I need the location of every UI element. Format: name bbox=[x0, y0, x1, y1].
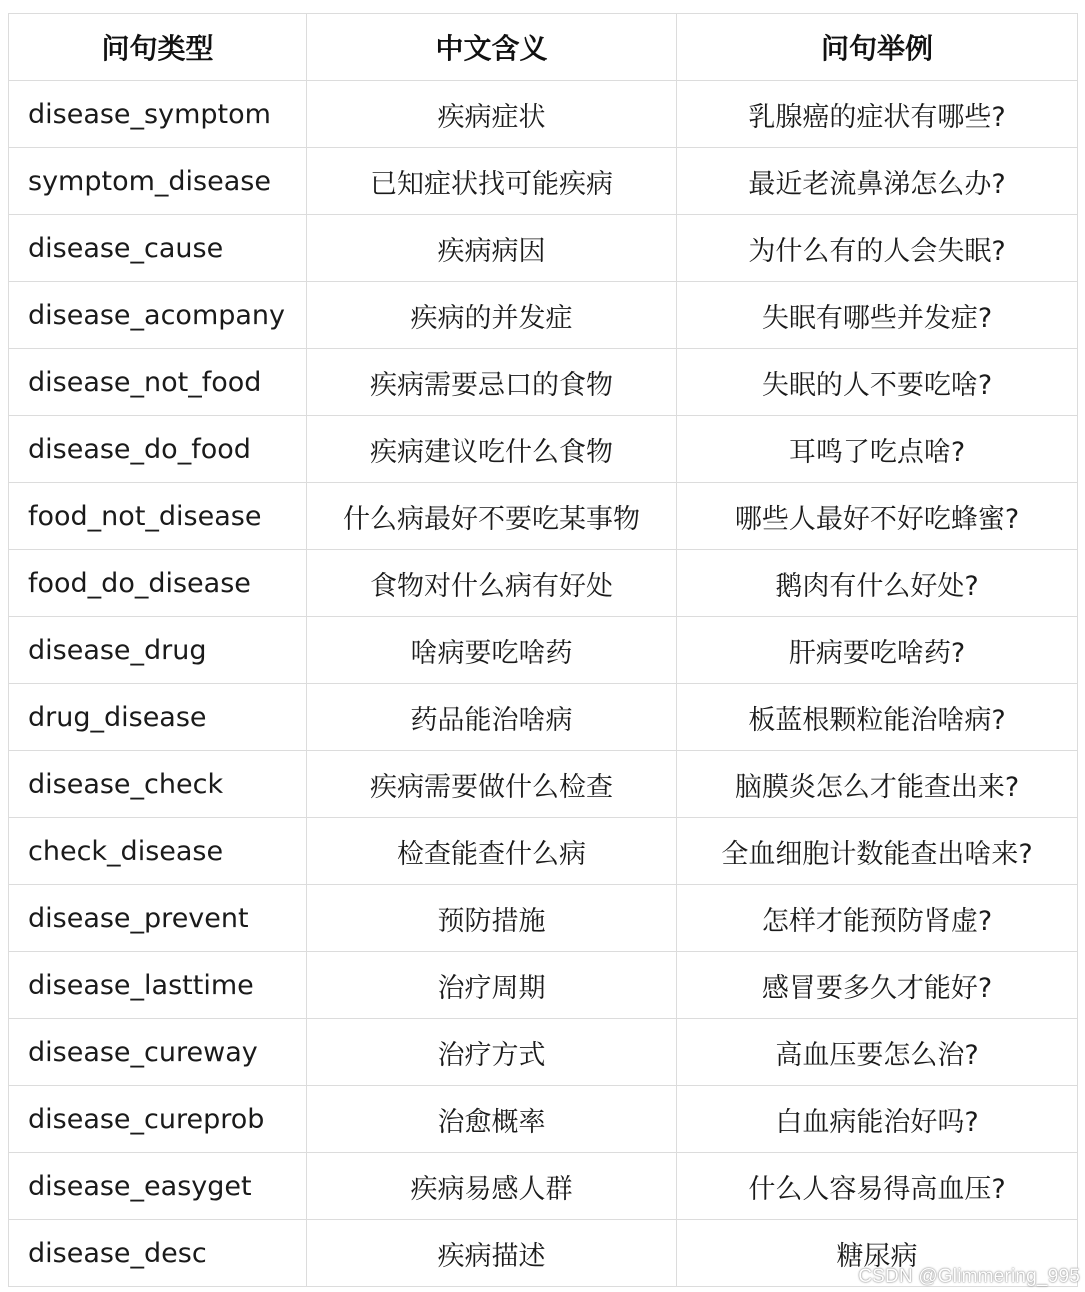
cell-meaning: 治疗方式 bbox=[307, 1019, 677, 1086]
cell-type: disease_do_food bbox=[9, 416, 307, 483]
question-type-table-container bbox=[8, 13, 1077, 1287]
cell-example: 耳鸣了吃点啥? bbox=[677, 416, 1078, 483]
cell-type: disease_easyget bbox=[9, 1153, 307, 1220]
cell-meaning: 预防措施 bbox=[307, 885, 677, 952]
cell-example: 什么人容易得高血压? bbox=[677, 1153, 1078, 1220]
csdn-watermark: CSDN @Glimmering_995 bbox=[858, 1266, 1080, 1287]
cell-meaning: 疾病病因 bbox=[307, 215, 677, 282]
cell-type: symptom_disease bbox=[9, 148, 307, 215]
cell-example: 肝病要吃啥药? bbox=[677, 617, 1078, 684]
cell-type: disease_cureprob bbox=[9, 1086, 307, 1153]
cell-type: disease_not_food bbox=[9, 349, 307, 416]
cell-type: drug_disease bbox=[9, 684, 307, 751]
cell-example: 白血病能治好吗? bbox=[677, 1086, 1078, 1153]
table-row bbox=[9, 215, 1078, 282]
cell-type: disease_drug bbox=[9, 617, 307, 684]
cell-meaning: 疾病的并发症 bbox=[307, 282, 677, 349]
table-row bbox=[9, 684, 1078, 751]
header-question-type: 问句类型 bbox=[9, 14, 307, 81]
cell-meaning: 治疗周期 bbox=[307, 952, 677, 1019]
table-row bbox=[9, 617, 1078, 684]
cell-type: check_disease bbox=[9, 818, 307, 885]
cell-example: 最近老流鼻涕怎么办? bbox=[677, 148, 1078, 215]
cell-example: 失眠的人不要吃啥? bbox=[677, 349, 1078, 416]
table-row bbox=[9, 148, 1078, 215]
table-body bbox=[9, 81, 1078, 1287]
table-row bbox=[9, 1153, 1078, 1220]
cell-type: disease_desc bbox=[9, 1220, 307, 1287]
cell-meaning: 治愈概率 bbox=[307, 1086, 677, 1153]
cell-example: 哪些人最好不好吃蜂蜜? bbox=[677, 483, 1078, 550]
cell-type: disease_lasttime bbox=[9, 952, 307, 1019]
cell-type: disease_cause bbox=[9, 215, 307, 282]
header-chinese-meaning: 中文含义 bbox=[307, 14, 677, 81]
cell-meaning: 疾病描述 bbox=[307, 1220, 677, 1287]
table-row bbox=[9, 818, 1078, 885]
cell-type: disease_prevent bbox=[9, 885, 307, 952]
cell-type: food_do_disease bbox=[9, 550, 307, 617]
cell-type: disease_symptom bbox=[9, 81, 307, 148]
table-row bbox=[9, 1019, 1078, 1086]
table-row bbox=[9, 416, 1078, 483]
cell-type: food_not_disease bbox=[9, 483, 307, 550]
table-row bbox=[9, 349, 1078, 416]
table-row bbox=[9, 751, 1078, 818]
table-row bbox=[9, 952, 1078, 1019]
table-row bbox=[9, 282, 1078, 349]
cell-meaning: 疾病建议吃什么食物 bbox=[307, 416, 677, 483]
cell-meaning: 疾病易感人群 bbox=[307, 1153, 677, 1220]
cell-meaning: 检查能查什么病 bbox=[307, 818, 677, 885]
cell-example: 乳腺癌的症状有哪些? bbox=[677, 81, 1078, 148]
cell-meaning: 啥病要吃啥药 bbox=[307, 617, 677, 684]
cell-meaning: 疾病需要忌口的食物 bbox=[307, 349, 677, 416]
cell-example: 感冒要多久才能好? bbox=[677, 952, 1078, 1019]
cell-example: 高血压要怎么治? bbox=[677, 1019, 1078, 1086]
cell-example: 怎样才能预防肾虚? bbox=[677, 885, 1078, 952]
cell-type: disease_check bbox=[9, 751, 307, 818]
cell-meaning: 药品能治啥病 bbox=[307, 684, 677, 751]
cell-meaning: 食物对什么病有好处 bbox=[307, 550, 677, 617]
table-row bbox=[9, 81, 1078, 148]
question-type-table bbox=[8, 13, 1078, 1287]
cell-meaning: 疾病需要做什么检查 bbox=[307, 751, 677, 818]
cell-meaning: 已知症状找可能疾病 bbox=[307, 148, 677, 215]
cell-example: 鹅肉有什么好处? bbox=[677, 550, 1078, 617]
cell-meaning: 疾病症状 bbox=[307, 81, 677, 148]
cell-example: 失眠有哪些并发症? bbox=[677, 282, 1078, 349]
cell-example: 脑膜炎怎么才能查出来? bbox=[677, 751, 1078, 818]
cell-example: 为什么有的人会失眠? bbox=[677, 215, 1078, 282]
table-row bbox=[9, 885, 1078, 952]
table-row bbox=[9, 550, 1078, 617]
cell-example: 全血细胞计数能查出啥来? bbox=[677, 818, 1078, 885]
cell-type: disease_cureway bbox=[9, 1019, 307, 1086]
cell-example: 板蓝根颗粒能治啥病? bbox=[677, 684, 1078, 751]
cell-type: disease_acompany bbox=[9, 282, 307, 349]
cell-example: 糖尿病 bbox=[677, 1220, 1078, 1287]
cell-meaning: 什么病最好不要吃某事物 bbox=[307, 483, 677, 550]
table-row bbox=[9, 483, 1078, 550]
table-header-row bbox=[9, 14, 1078, 81]
table-row bbox=[9, 1086, 1078, 1153]
header-question-example: 问句举例 bbox=[677, 14, 1078, 81]
